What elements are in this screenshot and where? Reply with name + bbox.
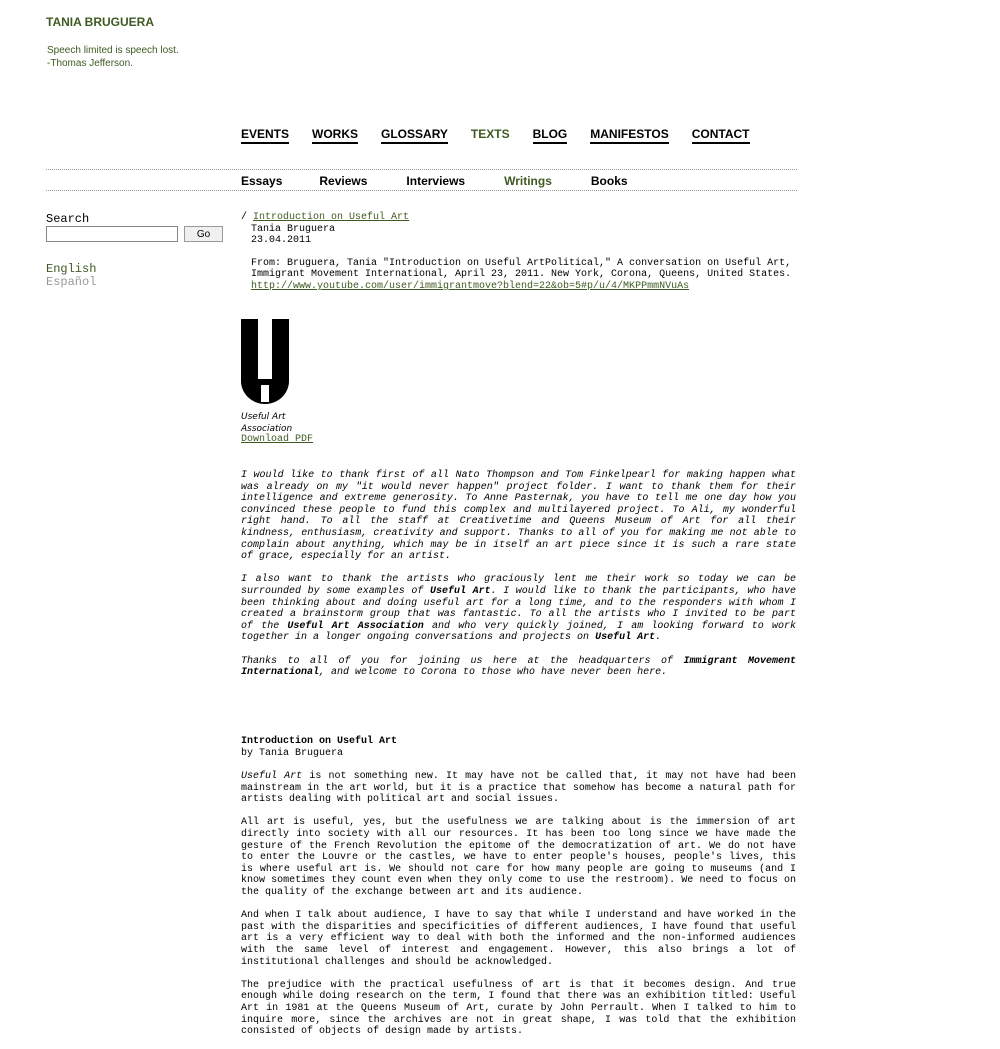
slash: / — [241, 212, 248, 223]
lang-english[interactable]: English — [46, 262, 97, 276]
text-run: I also want to thank the artists who graciously lent me their work so today we can be surrounded by some examples of — [241, 574, 796, 597]
divider — [46, 169, 797, 170]
nav-manifestos[interactable]: MANIFESTOS — [590, 127, 668, 144]
text-run: Useful Art — [241, 771, 303, 783]
logo-caption-line: Useful Art — [241, 412, 286, 422]
text-run: . — [655, 632, 662, 644]
lang-spanish[interactable]: Español — [46, 275, 97, 289]
essay-byline: by Tania Bruguera — [241, 747, 344, 759]
source-url-link[interactable]: http://www.youtube.com/user/immigrantmove?blend=22&ob=5#p/u/4/MKPPmmNVuAs — [251, 280, 690, 292]
nav-texts[interactable]: TEXTS — [470, 127, 510, 141]
article-body — [241, 470, 796, 1049]
source-line: Immigrant Movement International, April 23, 2011. New York, Corona, Queens, United States. — [251, 269, 792, 281]
entry-header — [241, 212, 801, 293]
paragraph — [241, 574, 796, 644]
useful-art-logo-icon — [241, 319, 289, 404]
useful-art-logo — [241, 319, 301, 435]
entry-author: Tania Bruguera — [251, 223, 336, 235]
subnav-reviews[interactable]: Reviews — [319, 174, 368, 188]
nav-events[interactable]: EVENTS — [241, 127, 289, 144]
site-title[interactable]: TANIA BRUGUERA — [46, 15, 154, 29]
essay-section — [241, 736, 796, 1037]
subnav-interviews[interactable]: Interviews — [406, 174, 466, 188]
quote-text: Speech limited is speech lost. — [47, 45, 179, 56]
text-run: , and welcome to Corona to those who have never been here. — [319, 667, 668, 679]
entry-source — [251, 258, 801, 293]
nav-contact[interactable]: CONTACT — [692, 127, 750, 144]
nav-glossary[interactable]: GLOSSARY — [381, 127, 448, 144]
paragraph: All art is useful, yes, but the usefulness we are talking about is the immersion of art directly into society with all our resources. It has been too long since we have made the gesture of the French Revolution the epitome of the democratization of art. We do not have to enter the Louvre or the castles, we have to enter people's houses, people's lives, this is where useful art is. We should not care for how many people are going to museums (and I know sometimes they count even when they only come to use the restroom). We need to focus on the quality of the exchange between art and its audience. — [241, 817, 796, 898]
download-pdf-link[interactable]: Download PDF — [241, 434, 314, 445]
thanks-section — [241, 470, 796, 679]
site-quote — [47, 44, 179, 70]
quote-author: -Thomas Jefferson. — [47, 58, 133, 69]
sub-nav — [241, 174, 628, 188]
paragraph: I would like to thank first of all Nato Thompson and Tom Finkelpearl for making happen what was already on my "it would never happen" project folder. I want to thank them for their intelligence and extreme generosity. To Anne Pasternak, you have to tell me one day how you convinced these people to fund this complex and multilayered project. To Ali, my wonderful right hand. To all the staff at Creativetime and Queens Museum of Art for all their kindness, enthusiasm, creativity and support. Thanks to all of you for making me not able to complain about anything, which may be in itself an art piece since it is such a rare state of grace, especially for an artist. — [241, 470, 796, 563]
paragraph — [241, 771, 796, 806]
paragraph — [241, 656, 796, 679]
logo-caption-line: Association — [241, 424, 293, 434]
search-go-button[interactable]: Go — [184, 226, 223, 242]
source-line: From: Bruguera, Tania "Introduction on Useful ArtPolitical," A conversation on Useful Art, — [251, 257, 792, 269]
entry-date: 23.04.2011 — [251, 235, 312, 247]
text-run: Useful Art — [430, 585, 491, 597]
paragraph: And when I talk about audience, I have to say that while I understand and have worked in the past with the disparities and specificities of different audiences, I have found that useful art is a very efficient way to deal with both the informed and the non-informed audiences with the same level of interest and engagement. However, this also brings a lot of institutional challenges and should be acknowledged. — [241, 910, 796, 968]
text-run: Thanks to all of you for joining us here at the headquarters of — [241, 655, 684, 667]
text-run: Immigrant Movement International — [241, 655, 796, 679]
text-run: and who very quickly joined, I am looking forward to work together in a longer ongoing conversations and projects on — [241, 620, 797, 644]
nav-blog[interactable]: BLOG — [533, 127, 568, 144]
essay-title: Introduction on Useful Art — [241, 736, 398, 748]
subnav-books[interactable]: Books — [590, 174, 628, 188]
text-run: is not something new. It may have not be called that, it may not have had been mainstream in the art world, but it is a practice that somehow has become a natural path for artists dealing with political art and social issues. — [241, 771, 796, 806]
subnav-writings[interactable]: Writings — [504, 174, 552, 188]
search-label: Search — [46, 212, 90, 226]
text-run: Useful Art — [595, 632, 656, 644]
search-input[interactable] — [46, 226, 178, 242]
text-run: Useful Art Association — [287, 620, 424, 632]
entry-title-link[interactable]: Introduction on Useful Art — [253, 212, 410, 223]
divider — [46, 190, 797, 191]
nav-works[interactable]: WORKS — [312, 127, 358, 144]
text-run: . I would like to thank the participants, who have been thinking about and doing useful art for a long time, and to the responders with whom I created a brainstorm group that was fantastic. To all the artists who I invited to be part of the — [241, 585, 796, 632]
paragraph: The prejudice with the practical usefulness of art is that it becomes design. And true enough while doing research on the term, I found that there was an exhibition titled: Useful Art in 1981 at the Queens Museum of Art, curate by John Perrault. When I talked to him to inquire more, since the archives are not in great shape, I was told that the exhibition consisted of objects of design made by artists. — [241, 979, 796, 1038]
subnav-essays[interactable]: Essays — [241, 174, 283, 188]
main-nav — [241, 127, 773, 144]
logo-caption — [241, 411, 301, 435]
